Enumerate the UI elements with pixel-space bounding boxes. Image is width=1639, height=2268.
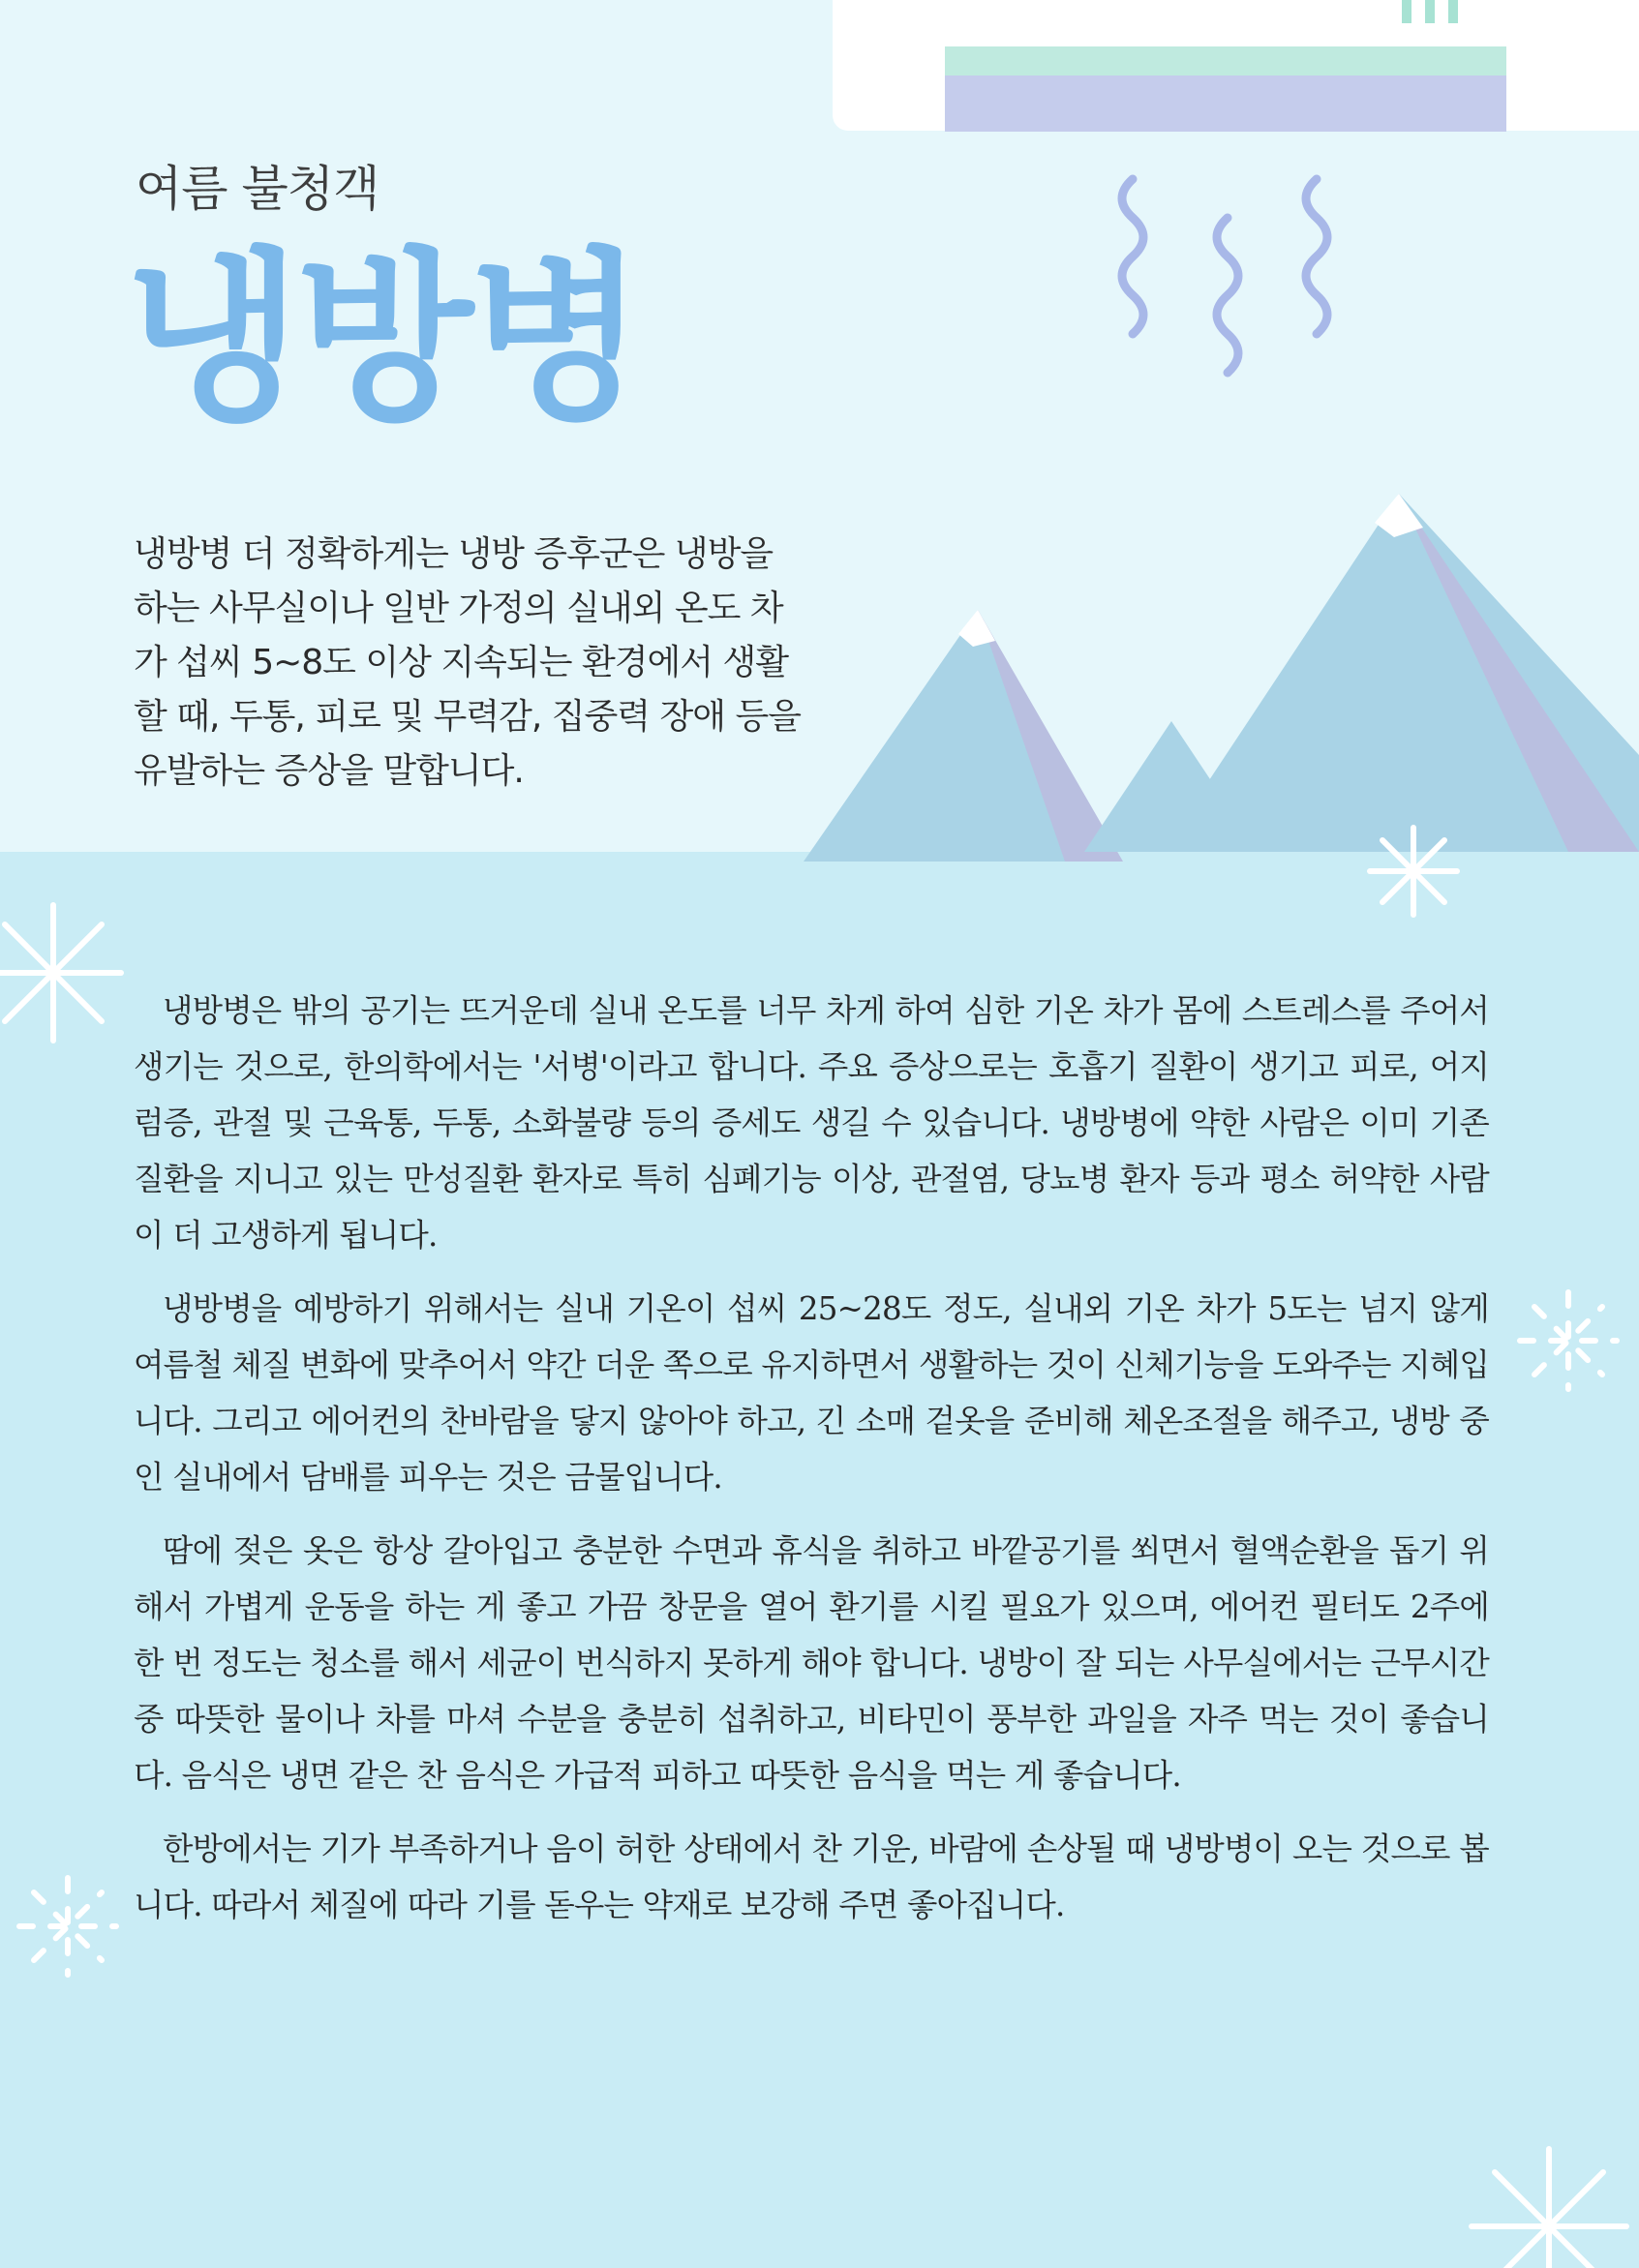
intro-paragraph: 냉방병 더 정확하게는 냉방 증후군은 냉방을 하는 사무실이나 일반 가정의 실내외 온도 차가 섭씨 5~8도 이상 지속되는 환경에서 생활할 때, 두통, 피로 및 무력감, 집중력 장애 등을 유발하는 증상을 말합니다.: [134, 534, 802, 791]
page-subtitle: 여름 불청객: [136, 161, 379, 217]
mountains-illustration: [804, 494, 1639, 862]
body-paragraph-2: 냉방병을 예방하기 위해서는 실내 기온이 섭씨 25~28도 정도, 실내외 기온 차가 5도는 넘지 않게 여름철 체질 변화에 맞추어서 약간 더운 쪽으로 유지하면서 생활하는 것이 신체기능을 도와주는 지혜입니다. 그리고 에어컨의 찬바람을 닿지 않아야 하고, 긴 소매 겉옷을 준비해 체온조절을 해주고, 냉방 중인 실내에서 담배를 피우는 것은 금물입니다.: [134, 1290, 1489, 1496]
page-title: 냉방병: [124, 231, 640, 445]
air-conditioner-icon: [833, 0, 1639, 132]
body-paragraph-4: 한방에서는 기가 부족하거나 음이 허한 상태에서 찬 기운, 바람에 손상될 때 냉방병이 오는 것으로 봅니다. 따라서 체질에 따라 기를 돋우는 약재로 보강해 주면 좋아집니다.: [134, 1830, 1489, 1923]
article-body: [134, 983, 1489, 1950]
body-paragraph-1: 냉방병은 밖의 공기는 뜨거운데 실내 온도를 너무 차게 하여 심한 기온 차가 몸에 스트레스를 주어서 생기는 것으로, 한의학에서는 '서병'이라고 합니다. 주요 증상으로는 호흡기 질환이 생기고 피로, 어지럼증, 관절 및 근육통, 두통, 소화불량 등의 증세도 생길 수 있습니다. 냉방병에 약한 사람은 이미 기존 질환을 지니고 있는 만성질환 환자로 특히 심폐기능 이상, 관절염, 당뇨병 환자 등과 평소 허약한 사람이 더 고생하게 됩니다.: [134, 992, 1489, 1254]
cold-air-wave-icon: [1122, 179, 1327, 373]
body-paragraph-3: 땀에 젖은 옷은 항상 갈아입고 충분한 수면과 휴식을 취하고 바깥공기를 쐬면서 혈액순환을 돕기 위해서 가볍게 운동을 하는 게 좋고 가끔 창문을 열어 환기를 시킬 필요가 있으며, 에어컨 필터도 2주에 한 번 정도는 청소를 해서 세균이 번식하지 못하게 해야 합니다. 냉방이 잘 되는 사무실에서는 근무시간 중 따뜻한 물이나 차를 마셔 수분을 충분히 섭취하고, 비타민이 풍부한 과일을 자주 먹는 것이 좋습니다. 음식은 냉면 같은 찬 음식은 가급적 피하고 따뜻한 음식을 먹는 게 좋습니다.: [134, 1532, 1489, 1794]
